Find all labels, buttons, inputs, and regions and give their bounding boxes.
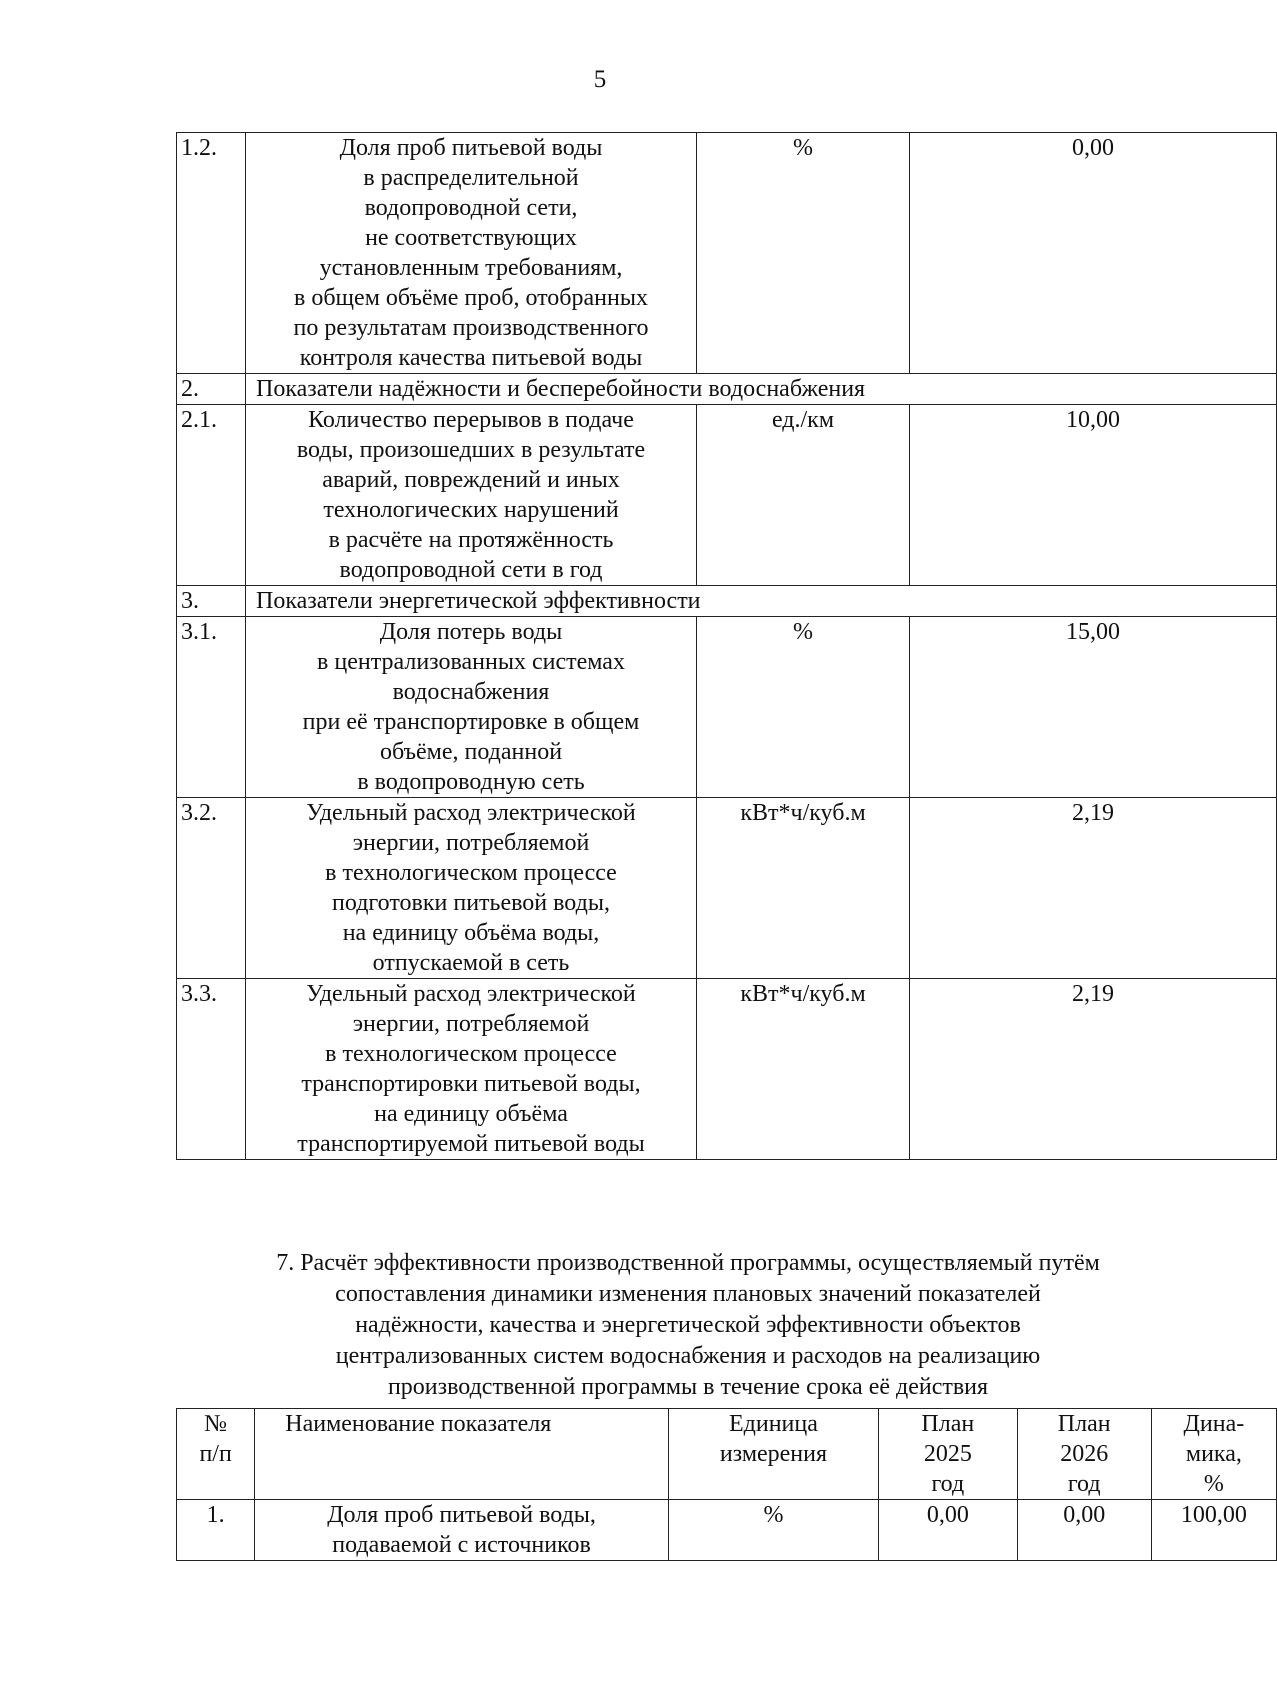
name-line: установленным требованиям, [319, 255, 623, 281]
cell-value: 15,00 [910, 617, 1277, 798]
name-line: контроля качества питьевой воды [299, 345, 643, 371]
heading-line: централизованных систем водоснабжения и расходов на реализацию [335, 1343, 1041, 1369]
indicators-table [176, 132, 1277, 1160]
cell-value: 0,00 [910, 133, 1277, 374]
cell-unit: кВт*ч/куб.м [697, 798, 910, 979]
name-line: Доля потерь воды [379, 619, 563, 645]
table-row [177, 979, 1277, 1160]
name-line: не соответствующих [365, 225, 577, 251]
header-dynamics: Дина- мика, % [1151, 1409, 1276, 1500]
table-row [177, 798, 1277, 979]
cell-name [246, 798, 697, 979]
cell-unit: % [697, 133, 910, 374]
name-line: по результатам производственного [293, 315, 649, 341]
cell-value: 2,19 [910, 979, 1277, 1160]
table-row [177, 617, 1277, 798]
header-num: № п/п [177, 1409, 255, 1500]
header-name: Наименование показателя [255, 1409, 669, 1500]
cell-name [246, 979, 697, 1160]
table-row [177, 405, 1277, 586]
name-line: Удельный расход электрической [306, 981, 636, 1007]
cell-num: 1. [177, 1500, 255, 1561]
name-line: на единицу объёма воды, [342, 920, 600, 946]
cell-num: 1.2. [177, 133, 246, 374]
cell-plan-2026: 0,00 [1017, 1500, 1151, 1561]
cell-unit: % [697, 617, 910, 798]
name-line: в технологическом процессе [325, 1041, 617, 1067]
name-line: отпускаемой в сеть [372, 950, 570, 976]
cell-num: 2.1. [177, 405, 246, 586]
name-line: в распределительной [363, 165, 579, 191]
heading-line: надёжности, качества и энергетической эффективности объектов [355, 1312, 1021, 1338]
name-line: водоснабжения [392, 679, 550, 705]
table-row [177, 133, 1277, 374]
section-7-heading [176, 1248, 1200, 1403]
section-title: Показатели энергетической эффективности [246, 586, 1277, 617]
cell-num: 3. [177, 586, 246, 617]
section-title: Показатели надёжности и бесперебойности водоснабжения [246, 374, 1277, 405]
name-line: при её транспортировке в общем [302, 709, 640, 735]
name-line: водопроводной сети в год [339, 557, 603, 583]
efficiency-table [176, 1408, 1277, 1561]
name-line: транспортировки питьевой воды, [301, 1071, 641, 1097]
name-line: на единицу объёма [374, 1101, 568, 1127]
name-line: технологических нарушений [323, 497, 619, 523]
header-unit: Единица измерения [668, 1409, 878, 1500]
section-row [177, 374, 1277, 405]
cell-name [246, 405, 697, 586]
name-line: энергии, потребляемой [352, 830, 590, 856]
cell-unit: % [668, 1500, 878, 1561]
cell-unit: ед./км [697, 405, 910, 586]
name-line: в централизованных системах [317, 649, 625, 675]
name-line: в технологическом процессе [325, 860, 617, 886]
efficiency-table-header [177, 1409, 1277, 1500]
name-line: Количество перерывов в подаче [308, 407, 634, 433]
name-line: объёме, поданной [379, 739, 563, 765]
name-line: транспортируемой питьевой воды [297, 1131, 645, 1157]
cell-num: 3.3. [177, 979, 246, 1160]
cell-num: 3.2. [177, 798, 246, 979]
cell-unit: кВт*ч/куб.м [697, 979, 910, 1160]
cell-value: 2,19 [910, 798, 1277, 979]
table-row [177, 1500, 1277, 1561]
name-line: в расчёте на протяжённость [328, 527, 614, 553]
name-line: водопроводной сети, [364, 195, 578, 221]
cell-value: 10,00 [910, 405, 1277, 586]
cell-name [246, 133, 697, 374]
heading-line: сопоставления динамики изменения плановых значений показателей [335, 1281, 1041, 1307]
name-line: энергии, потребляемой [352, 1011, 590, 1037]
header-plan-2025: План 2025 год [879, 1409, 1018, 1500]
cell-plan-2025: 0,00 [879, 1500, 1018, 1561]
heading-line: производственной программы в течение срока её действия [387, 1374, 989, 1400]
name-line: в общем объёме проб, отобранных [294, 285, 648, 311]
cell-num: 2. [177, 374, 246, 405]
name-line: воды, произошедших в результате [296, 437, 646, 463]
heading-line: 7. Расчёт эффективности производственной программы, осуществляемый путём [276, 1250, 1100, 1276]
section-row [177, 586, 1277, 617]
cell-name [246, 617, 697, 798]
name-line: в водопроводную сеть [357, 769, 585, 795]
name-line: аварий, повреждений и иных [322, 467, 620, 493]
name-line: Доля проб питьевой воды [339, 135, 603, 161]
cell-num: 3.1. [177, 617, 246, 798]
cell-dynamics: 100,00 [1151, 1500, 1276, 1561]
header-plan-2026: План 2026 год [1017, 1409, 1151, 1500]
cell-name: Доля проб питьевой воды, подаваемой с источников [255, 1500, 669, 1561]
page-number: 5 [593, 66, 607, 93]
name-line: Удельный расход электрической [306, 800, 636, 826]
name-line: подготовки питьевой воды, [332, 890, 610, 916]
